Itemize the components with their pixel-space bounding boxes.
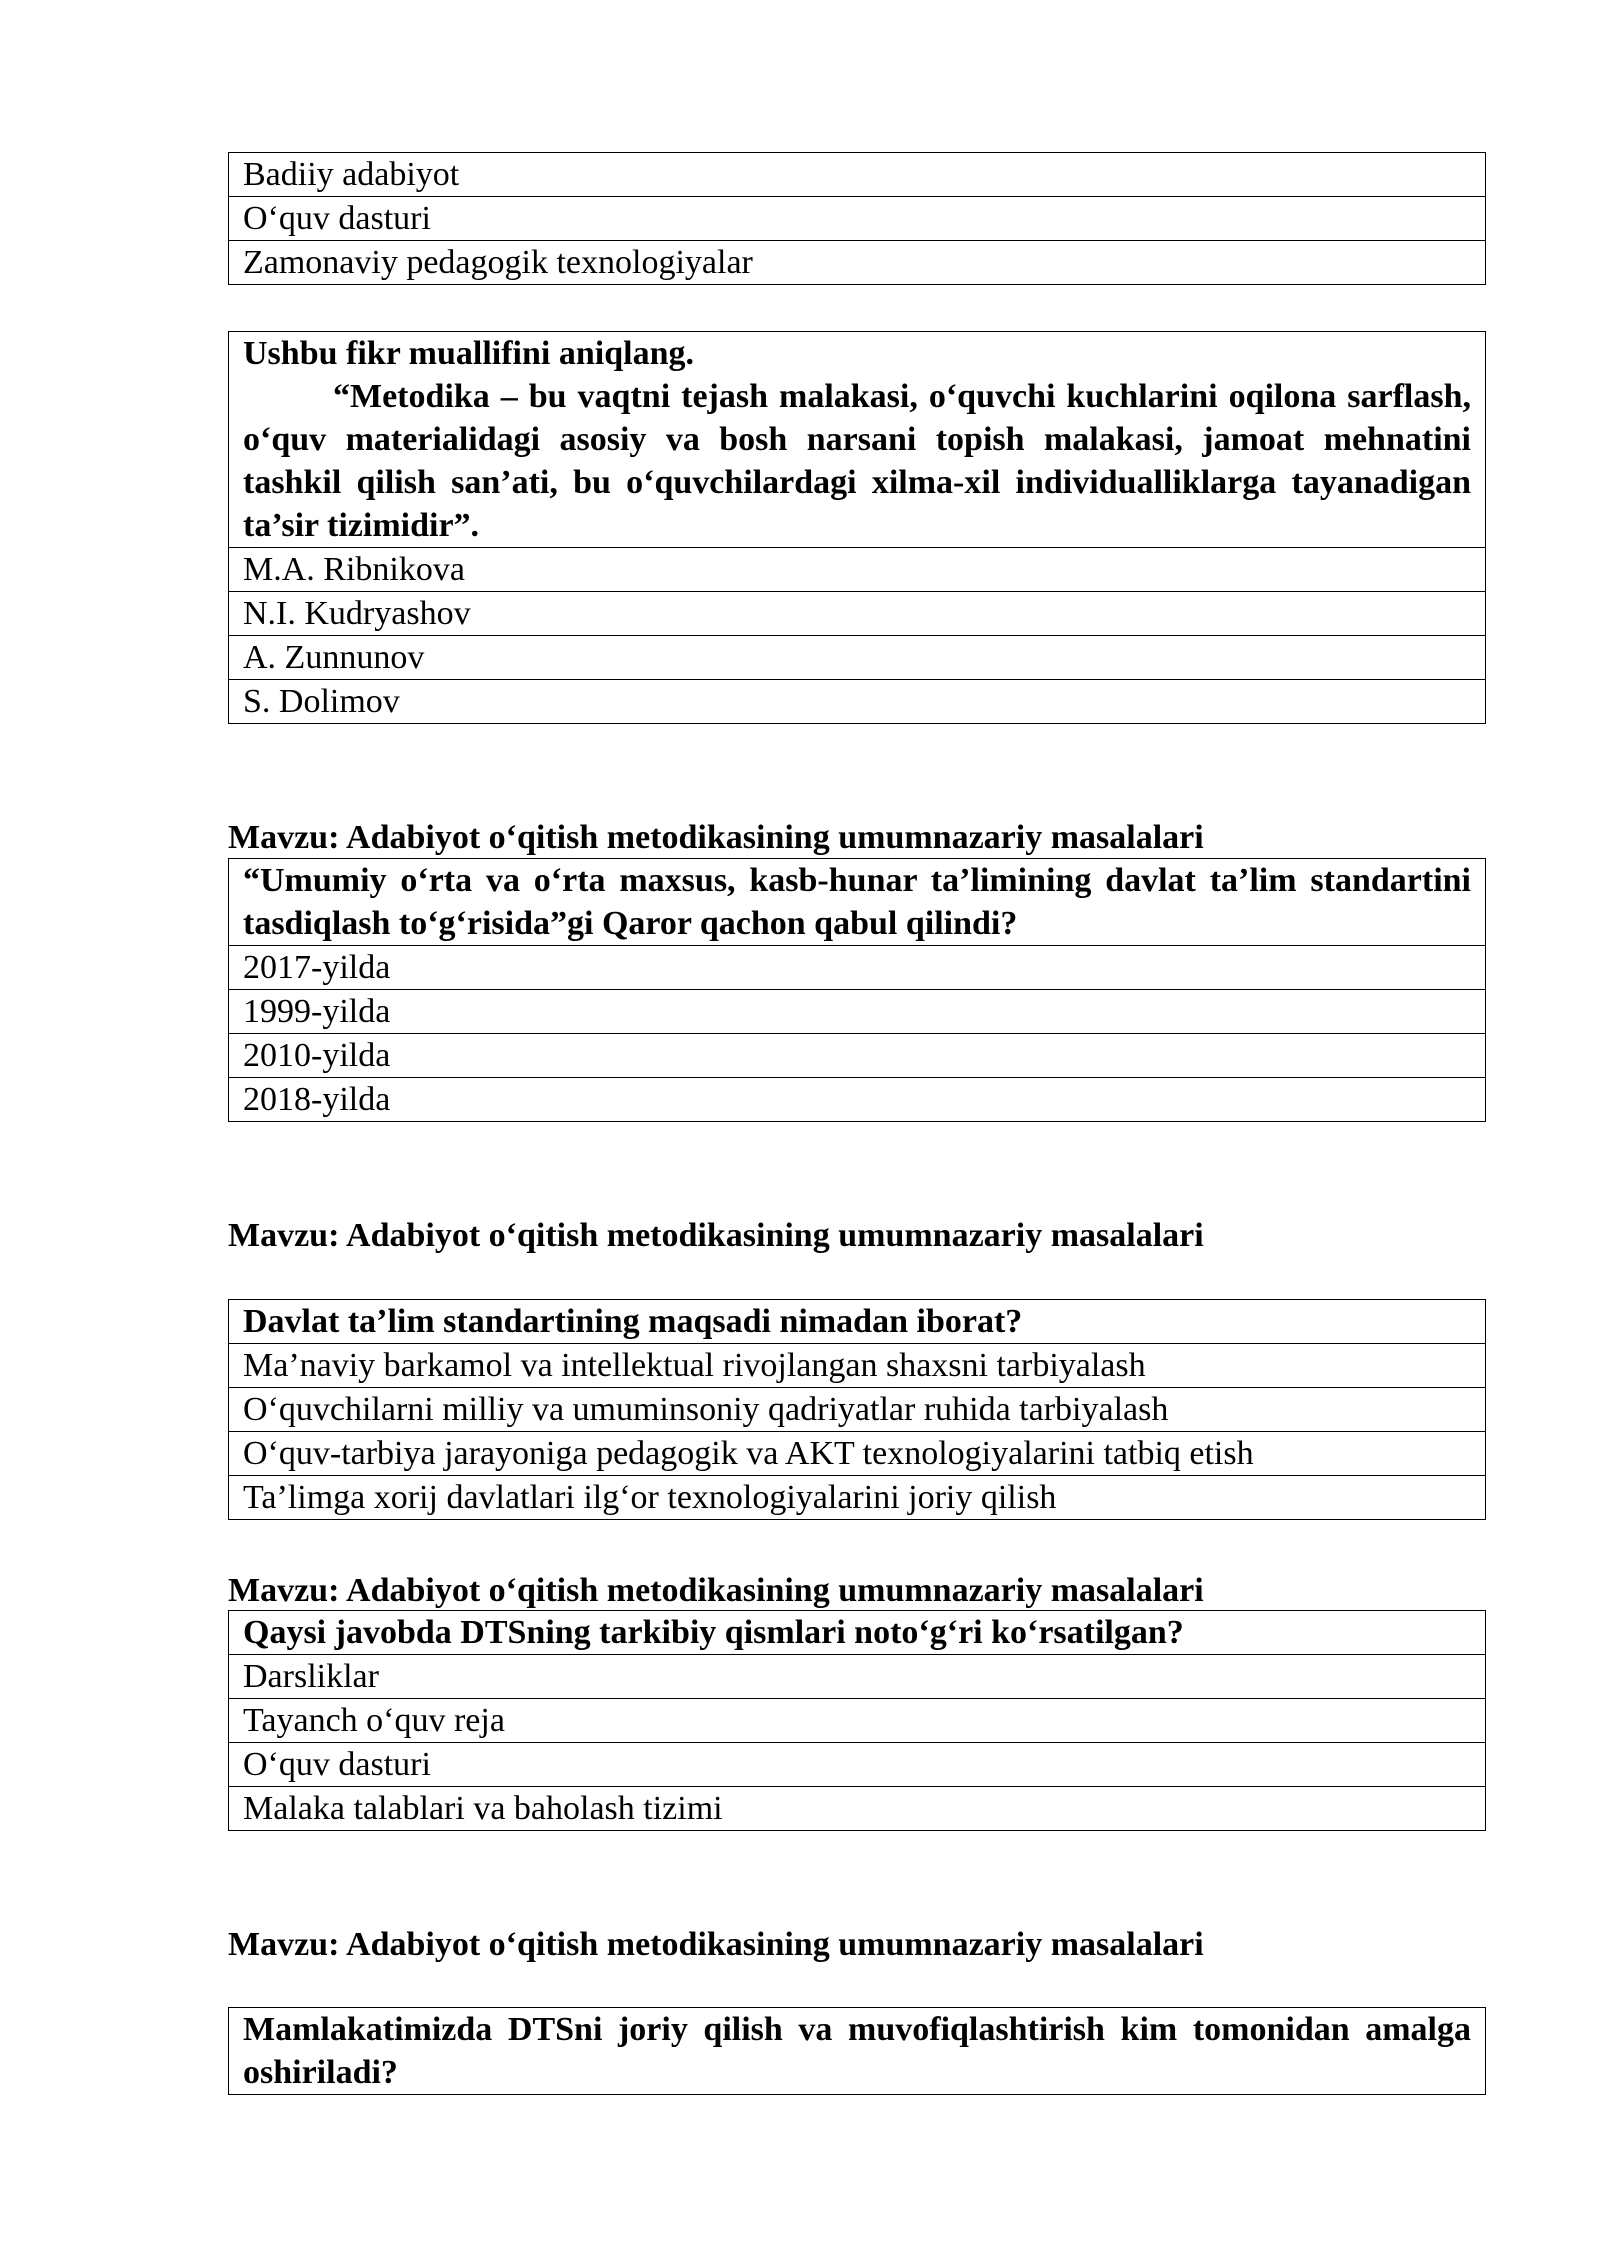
topic-heading: Mavzu: Adabiyot o‘qitish metodikasining umumnazariy masalalari bbox=[228, 1572, 1204, 1609]
answer-option: M.A. Ribnikova bbox=[229, 548, 1486, 592]
answer-option: 2018-yilda bbox=[229, 1078, 1486, 1122]
answer-option: Malaka talablari va baholash tizimi bbox=[229, 1787, 1486, 1831]
question-table-3 bbox=[228, 858, 1486, 1122]
question-table-1 bbox=[228, 152, 1486, 285]
answer-option: S. Dolimov bbox=[229, 680, 1486, 724]
topic-heading: Mavzu: Adabiyot o‘qitish metodikasining umumnazariy masalalari bbox=[228, 1217, 1204, 1254]
question-cell bbox=[229, 332, 1486, 548]
answer-option: O‘quv dasturi bbox=[229, 1743, 1486, 1787]
question-quote: “Metodika – bu vaqtni tejash malakasi, o‘quvchi kuchlarini oqilona sarflash, o‘quv materialidagi asosiy va bosh narsani topish malakasi, jamoat mehnatini tashkil qilish san’ati, bu o‘quvchilardagi xilma-xil individualliklarga tayanadigan ta’sir tizimidir”. bbox=[243, 378, 1471, 544]
answer-option: Zamonaviy pedagogik texnologiyalar bbox=[229, 241, 1486, 285]
answer-option: Ta’limga xorij davlatlari ilg‘or texnologiyalarini joriy qilish bbox=[229, 1476, 1486, 1520]
answer-option: A. Zunnunov bbox=[229, 636, 1486, 680]
question-table-4 bbox=[228, 1299, 1486, 1520]
answer-option: Tayanch o‘quv reja bbox=[229, 1699, 1486, 1743]
question-text: Ushbu fikr muallifini aniqlang. bbox=[243, 335, 694, 372]
question-table-6 bbox=[228, 2007, 1486, 2095]
answer-option: N.I. Kudryashov bbox=[229, 592, 1486, 636]
answer-option: O‘quv dasturi bbox=[229, 197, 1486, 241]
answer-option: Ma’naviy barkamol va intellektual rivojlangan shaxsni tarbiyalash bbox=[229, 1344, 1486, 1388]
question-table-2 bbox=[228, 331, 1486, 724]
question-text: Davlat ta’lim standartining maqsadi nimadan iborat? bbox=[229, 1300, 1486, 1344]
answer-option: O‘quv-tarbiya jarayoniga pedagogik va AKT texnologiyalarini tatbiq etish bbox=[229, 1432, 1486, 1476]
question-text: Mamlakatimizda DTSni joriy qilish va muvofiqlashtirish kim tomonidan amalga oshiriladi? bbox=[229, 2008, 1486, 2095]
answer-option: Badiiy adabiyot bbox=[229, 153, 1486, 197]
question-text: Qaysi javobda DTSning tarkibiy qismlari noto‘g‘ri ko‘rsatilgan? bbox=[229, 1611, 1486, 1655]
answer-option: Darsliklar bbox=[229, 1655, 1486, 1699]
topic-heading: Mavzu: Adabiyot o‘qitish metodikasining umumnazariy masalalari bbox=[228, 819, 1204, 856]
answer-option: 2017-yilda bbox=[229, 946, 1486, 990]
answer-option: 2010-yilda bbox=[229, 1034, 1486, 1078]
question-text: “Umumiy o‘rta va o‘rta maxsus, kasb-hunar ta’limining davlat ta’lim standartini tasdiqlash to‘g‘risida”gi Qaror qachon qabul qilindi? bbox=[229, 859, 1486, 946]
topic-heading: Mavzu: Adabiyot o‘qitish metodikasining umumnazariy masalalari bbox=[228, 1926, 1204, 1963]
question-table-5 bbox=[228, 1610, 1486, 1831]
question-quote-para bbox=[243, 375, 1471, 547]
answer-option: O‘quvchilarni milliy va umuminsoniy qadriyatlar ruhida tarbiyalash bbox=[229, 1388, 1486, 1432]
answer-option: 1999-yilda bbox=[229, 990, 1486, 1034]
